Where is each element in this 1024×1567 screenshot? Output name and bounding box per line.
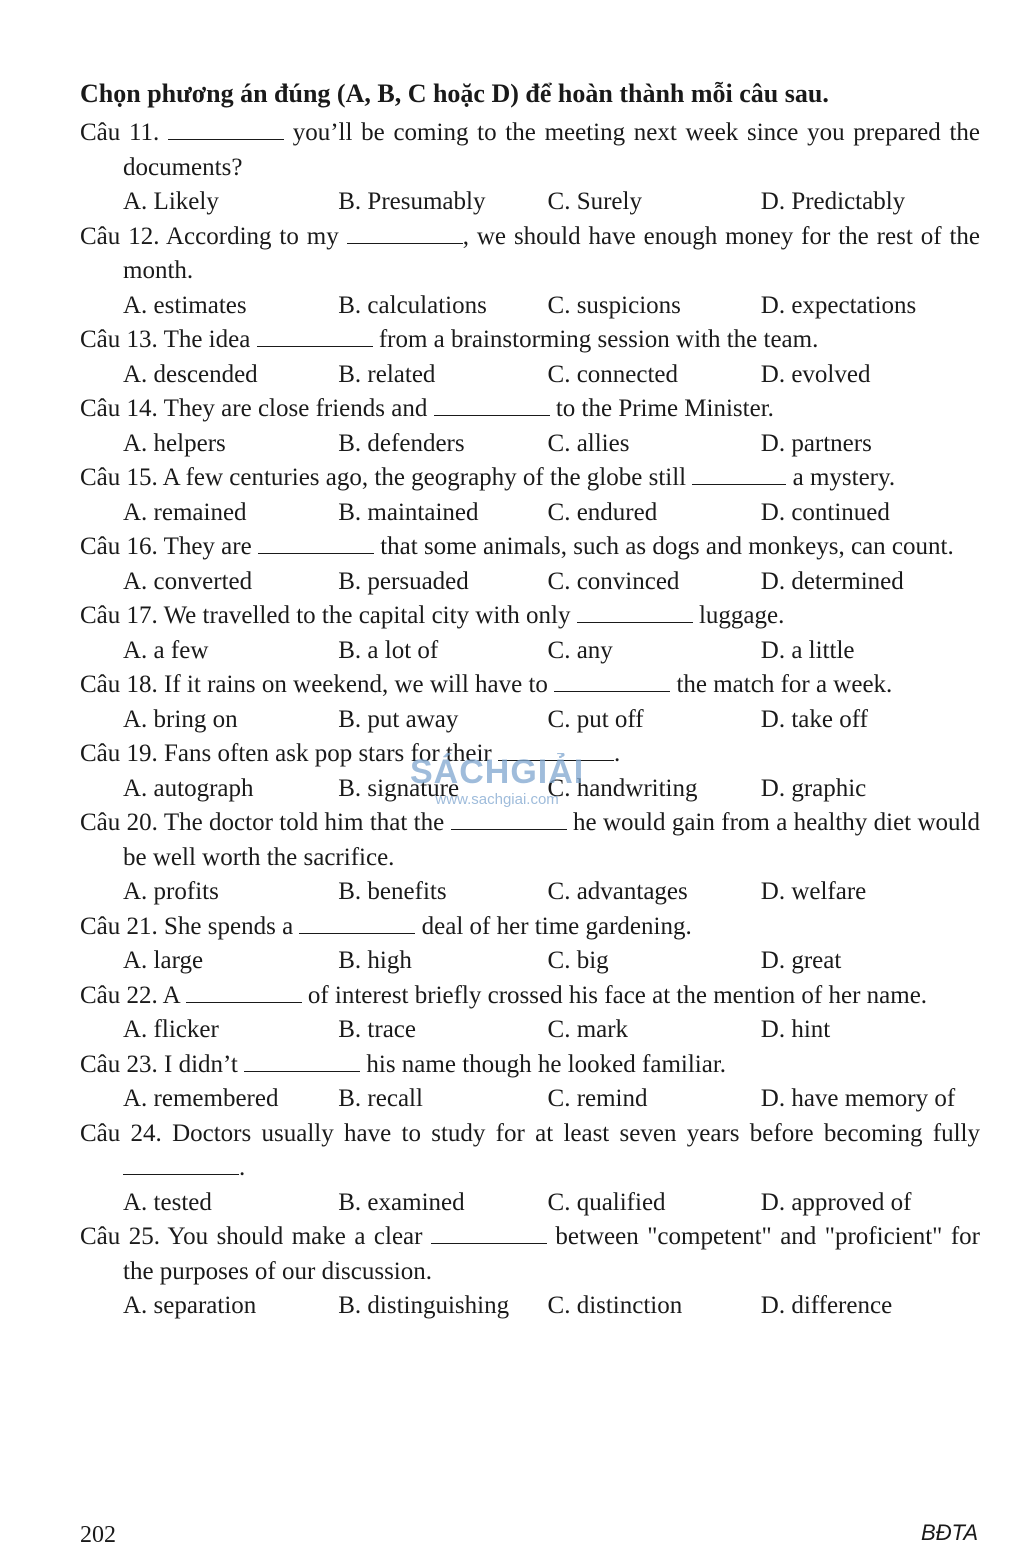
option-a: A. Likely — [123, 188, 219, 215]
question-item — [80, 1117, 980, 1221]
question-stem — [80, 530, 980, 565]
option-b: B. benefits — [338, 878, 447, 905]
answer-options — [80, 565, 980, 600]
question-text-after: deal of her time gardening. — [415, 912, 692, 940]
answer-blank — [257, 324, 373, 347]
question-item — [80, 910, 980, 979]
option-a: A. a few — [123, 636, 209, 664]
answer-blank — [347, 221, 463, 244]
question-item — [80, 668, 980, 737]
question-text-after: he would gain from a healthy diet would be well worth the sacrifice. — [123, 809, 980, 871]
answer-options — [80, 944, 980, 979]
answer-blank — [577, 600, 693, 623]
option-b: B. maintained — [338, 498, 479, 526]
option-c: C. advantages — [547, 878, 688, 905]
option-a: A. separation — [123, 1292, 257, 1319]
question-text-after: , we should have enough money for the rest of the month. — [123, 222, 980, 284]
answer-options — [80, 1186, 980, 1221]
watermark-url: www.sachgiai.com — [435, 791, 559, 808]
question-stem — [80, 116, 980, 185]
question-item — [80, 392, 980, 461]
question-stem — [80, 806, 980, 875]
question-text-after: a mystery. — [786, 464, 896, 491]
option-d: D. evolved — [760, 360, 871, 388]
question-stem — [80, 979, 980, 1014]
option-a: A. bring on — [123, 705, 238, 733]
question-text-after: luggage. — [692, 602, 785, 629]
option-a: A. autograph — [123, 774, 254, 802]
answer-options — [80, 1082, 980, 1117]
answer-blank — [451, 807, 567, 830]
question-text-after: between "competent" and "proficient" for the purposes of our discussion. — [123, 1223, 980, 1285]
option-d: D. take off — [760, 705, 868, 733]
question-item — [80, 806, 980, 910]
answer-blank — [434, 393, 550, 416]
watermark — [410, 752, 584, 808]
answer-blank — [431, 1221, 547, 1244]
answer-options — [80, 1289, 980, 1324]
question-stem — [80, 461, 980, 496]
page-number: 202 — [80, 1522, 116, 1548]
option-b: B. trace — [338, 1016, 416, 1043]
footer-code: BĐTA — [920, 1520, 978, 1545]
question-text-after: that some animals, such as dogs and monkeys, can count. — [373, 533, 954, 560]
question-stem — [80, 392, 980, 427]
option-d: D. welfare — [760, 878, 867, 905]
option-b: B. recall — [338, 1085, 423, 1112]
option-c: C. qualified — [547, 1188, 666, 1216]
option-c: C. allies — [547, 429, 630, 457]
option-c: C. remind — [547, 1085, 648, 1112]
question-item — [80, 461, 980, 530]
question-text-after: of interest briefly crossed his face at the mention of her name. — [301, 981, 928, 1009]
question-text-before: Câu 14. They are close friends and — [80, 395, 434, 422]
exercise-page — [80, 76, 980, 1324]
question-item — [80, 1048, 980, 1117]
option-b: B. calculations — [338, 291, 487, 319]
answer-options — [80, 496, 980, 531]
question-item — [80, 530, 980, 599]
option-a: A. descended — [123, 360, 258, 388]
option-c: C. mark — [547, 1016, 629, 1043]
question-text-before: Câu 19. Fans often ask pop stars for their — [80, 740, 498, 767]
option-c: C. big — [547, 947, 609, 974]
option-a: A. remained — [123, 498, 247, 526]
answer-blank — [692, 462, 786, 485]
question-text-before: Câu 12. According to my — [80, 222, 347, 250]
question-text-before: Câu 22. A — [80, 981, 186, 1009]
answer-blank — [299, 911, 415, 934]
answer-options — [80, 185, 980, 220]
watermark-brand: SÁCHGIẢI — [410, 753, 585, 791]
question-text-before: Câu 20. The doctor told him that the — [80, 809, 451, 836]
option-a: A. estimates — [123, 291, 247, 319]
question-stem — [80, 668, 980, 703]
question-text-before: Câu 11. — [80, 119, 169, 146]
option-c: C. connected — [547, 360, 679, 388]
option-a: A. large — [123, 947, 204, 974]
question-text-before: Câu 23. I didn’t — [80, 1050, 245, 1078]
answer-options — [80, 358, 980, 393]
answer-blank — [186, 980, 302, 1003]
answer-options — [80, 1013, 980, 1048]
option-b: B. examined — [338, 1188, 465, 1216]
option-a: A. remembered — [123, 1085, 279, 1112]
question-stem — [80, 1048, 980, 1083]
option-b: B. signature — [338, 774, 460, 802]
option-b: B. persuaded — [338, 567, 469, 595]
option-c: C. convinced — [547, 567, 680, 595]
question-text-before: Câu 24. Doctors usually have to study for at least seven years before becoming fully — [80, 1119, 980, 1147]
option-d: D. expectations — [760, 291, 917, 319]
answer-blank — [123, 1152, 239, 1175]
question-text-before: Câu 13. The idea — [80, 326, 257, 353]
answer-options — [80, 703, 980, 738]
option-b: B. put away — [338, 705, 459, 733]
option-b: B. defenders — [338, 429, 465, 457]
option-d: D. Predictably — [760, 188, 906, 215]
option-a: A. helpers — [123, 429, 226, 457]
option-a: A. flicker — [123, 1016, 219, 1043]
answer-options — [80, 634, 980, 669]
option-c: C. put off — [547, 705, 644, 733]
option-c: C. suspicions — [547, 291, 681, 319]
question-item — [80, 599, 980, 668]
question-text-after: . — [239, 1154, 246, 1181]
question-text-after: . — [613, 740, 621, 767]
answer-blank — [168, 117, 284, 140]
question-text-before: Câu 15. A few centuries ago, the geography of the globe still — [80, 464, 693, 491]
option-d: D. determined — [760, 567, 904, 595]
question-item — [80, 979, 980, 1048]
option-d: D. partners — [760, 429, 872, 457]
question-text-before: Câu 17. We travelled to the capital city with only — [80, 602, 577, 629]
answer-blank — [554, 669, 670, 692]
question-item — [80, 220, 980, 324]
option-c: C. any — [547, 636, 613, 664]
option-d: D. approved of — [760, 1188, 912, 1216]
option-d: D. hint — [760, 1016, 831, 1043]
question-text-after: you’ll be coming to the meeting next week since you prepared the documents? — [123, 119, 980, 181]
answer-options — [80, 875, 980, 910]
question-text-after: his name though he looked familiar. — [360, 1050, 727, 1078]
option-b: B. distinguishing — [338, 1292, 510, 1319]
option-c: C. endured — [547, 498, 658, 526]
option-a: A. tested — [123, 1188, 212, 1216]
question-stem — [80, 323, 980, 358]
option-c: C. Surely — [547, 188, 642, 215]
question-stem — [80, 599, 980, 634]
question-text-after: from a brainstorming session with the team. — [372, 326, 819, 353]
option-c: C. distinction — [547, 1292, 683, 1319]
instruction-heading: Chọn phương án đúng (A, B, C hoặc D) để hoàn thành mỗi câu sau. — [80, 79, 829, 108]
question-text-after: to the Prime Minister. — [549, 395, 774, 422]
option-c: C. handwriting — [547, 774, 698, 802]
question-stem — [80, 1117, 980, 1186]
question-stem — [80, 220, 980, 289]
question-item — [80, 1220, 980, 1324]
option-d: D. a little — [760, 636, 855, 664]
option-a: A. profits — [123, 878, 219, 905]
option-d: D. have memory of — [760, 1085, 956, 1112]
question-text-before: Câu 16. They are — [80, 533, 258, 560]
question-text-before: Câu 18. If it rains on weekend, we will have to — [80, 671, 555, 698]
question-item — [80, 116, 980, 220]
option-d: D. difference — [760, 1292, 893, 1319]
question-text-after: the match for a week. — [670, 671, 893, 698]
question-item — [80, 323, 980, 392]
question-stem — [80, 910, 980, 945]
question-stem — [80, 1220, 980, 1289]
question-text-before: Câu 21. She spends a — [80, 912, 300, 940]
option-b: B. Presumably — [338, 188, 486, 215]
option-b: B. related — [338, 360, 436, 388]
option-d: D. continued — [760, 498, 890, 526]
option-a: A. converted — [123, 567, 253, 595]
answer-blank — [258, 531, 374, 554]
answer-options — [80, 289, 980, 324]
option-b: B. high — [338, 947, 412, 974]
option-d: D. graphic — [760, 774, 867, 802]
answer-options — [80, 427, 980, 462]
option-b: B. a lot of — [338, 636, 439, 664]
answer-blank — [244, 1049, 360, 1072]
question-list — [80, 116, 980, 1324]
option-d: D. great — [760, 947, 842, 974]
question-text-before: Câu 25. You should make a clear — [80, 1223, 431, 1250]
